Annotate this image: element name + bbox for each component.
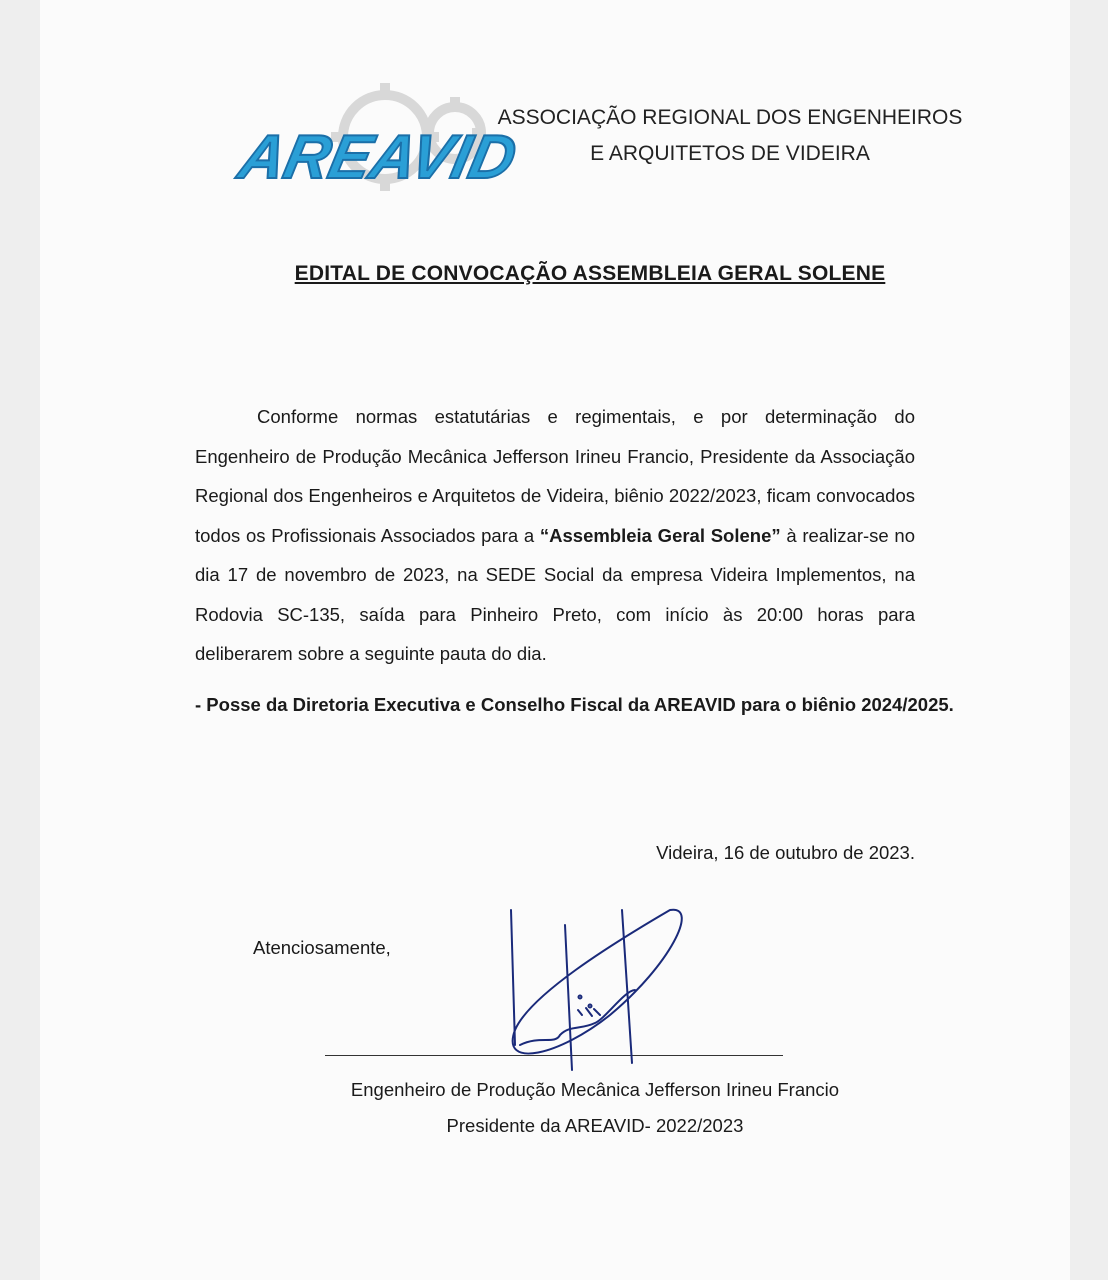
signer-name: Engenheiro de Produção Mecânica Jefferson Irineu Francio bbox=[350, 1079, 840, 1100]
document-title: EDITAL DE CONVOCAÇÃO ASSEMBLEIA GERAL SOLENE bbox=[294, 262, 886, 285]
paragraph-text-2: à realizar-se no dia 17 de novembro de 2023, na SEDE Social da empresa Videira Implementos, na Rodovia SC-135, saída para Pinheiro Preto, com início às 20:00 horas para deliberarem sobre a seguinte pauta do dia. bbox=[195, 524, 915, 664]
paragraph-text-1: Conforme normas estatutárias e regimentais, e por determinação do Engenheiro de Produção Mecânica Jefferson Irineu Francio, Presidente da Associação Regional dos Engenheiros e Arquitetos de Videira, biênio 2022/2023, ficam convocados todos os Profissionais Associados para a bbox=[195, 406, 915, 546]
agenda-item: - Posse da Diretoria Executiva e Conselho Fiscal da AREAVID para o biênio 2024/2025. bbox=[195, 694, 954, 715]
org-line-2: E ARQUITETOS DE VIDEIRA bbox=[590, 142, 870, 165]
organization-name bbox=[480, 100, 980, 172]
place-and-date: Videira, 16 de outubro de 2023. bbox=[656, 842, 915, 863]
convocation-paragraph bbox=[195, 397, 915, 674]
document-page bbox=[40, 0, 1070, 1280]
org-line-1: ASSOCIAÇÃO REGIONAL DOS ENGENHEIROS bbox=[497, 106, 963, 129]
assembly-name: “Assembleia Geral Solene” bbox=[539, 524, 781, 546]
closing-salutation: Atenciosamente, bbox=[253, 937, 391, 958]
signer-block bbox=[270, 1072, 920, 1144]
svg-text:AREAVID: AREAVID bbox=[233, 122, 523, 192]
signer-role: Presidente da AREAVID- 2022/2023 bbox=[446, 1115, 744, 1136]
